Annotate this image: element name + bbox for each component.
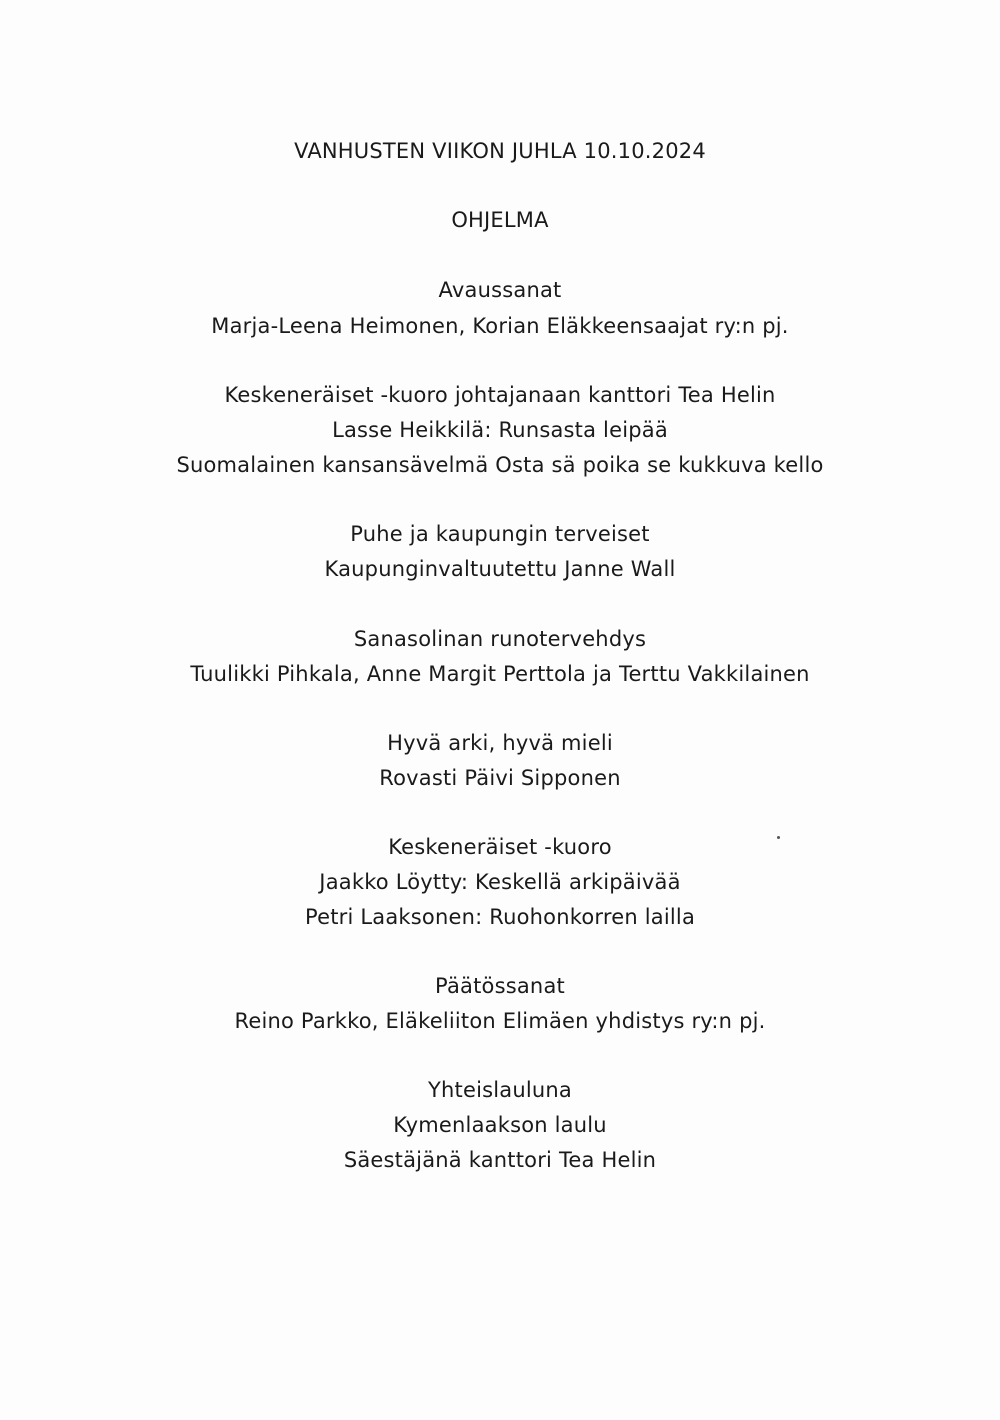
program-item-detail: Kymenlaakson laulu bbox=[393, 1113, 607, 1137]
program-item-title: Yhteislauluna bbox=[427, 1078, 572, 1102]
program-item-detail: Tuulikki Pihkala, Anne Margit Perttola ja Terttu Vakkilainen bbox=[190, 662, 810, 686]
program-item-detail: Marja-Leena Heimonen, Korian Eläkkeensaajat ry:n pj. bbox=[211, 314, 789, 338]
program-item-title: Avaussanat bbox=[438, 278, 562, 302]
program-item-detail: Petri Laaksonen: Ruohonkorren lailla bbox=[304, 905, 696, 929]
program-item-detail: Lasse Heikkilä: Runsasta leipää bbox=[332, 418, 668, 442]
program-item-title: Sanasolinan runotervehdys bbox=[353, 627, 647, 651]
program-item-detail: Jaakko Löytty: Keskellä arkipäivää bbox=[319, 870, 681, 894]
program-item-title: Hyvä arki, hyvä mieli bbox=[387, 731, 613, 755]
program-heading: OHJELMA bbox=[451, 208, 549, 232]
program-item-title: Keskeneräiset -kuoro johtajanaan kanttori Tea Helin bbox=[224, 383, 776, 407]
program-item-detail: Rovasti Päivi Sipponen bbox=[379, 766, 621, 790]
document-title: VANHUSTEN VIIKON JUHLA 10.10.2024 bbox=[294, 139, 706, 163]
program-item-title: Puhe ja kaupungin terveiset bbox=[350, 522, 650, 546]
program-item-detail: Kaupunginvaltuutettu Janne Wall bbox=[324, 557, 676, 581]
program-item-title: Keskeneräiset -kuoro bbox=[388, 835, 612, 859]
program-item-detail: Suomalainen kansansävelmä Osta sä poika se kukkuva kello bbox=[176, 453, 824, 477]
program-item-detail: Säestäjänä kanttori Tea Helin bbox=[343, 1148, 657, 1172]
program-item-detail: Reino Parkko, Eläkeliiton Elimäen yhdistys ry:n pj. bbox=[234, 1009, 766, 1033]
program-item-title: Päätössanat bbox=[435, 974, 565, 998]
scan-speck bbox=[777, 836, 780, 839]
